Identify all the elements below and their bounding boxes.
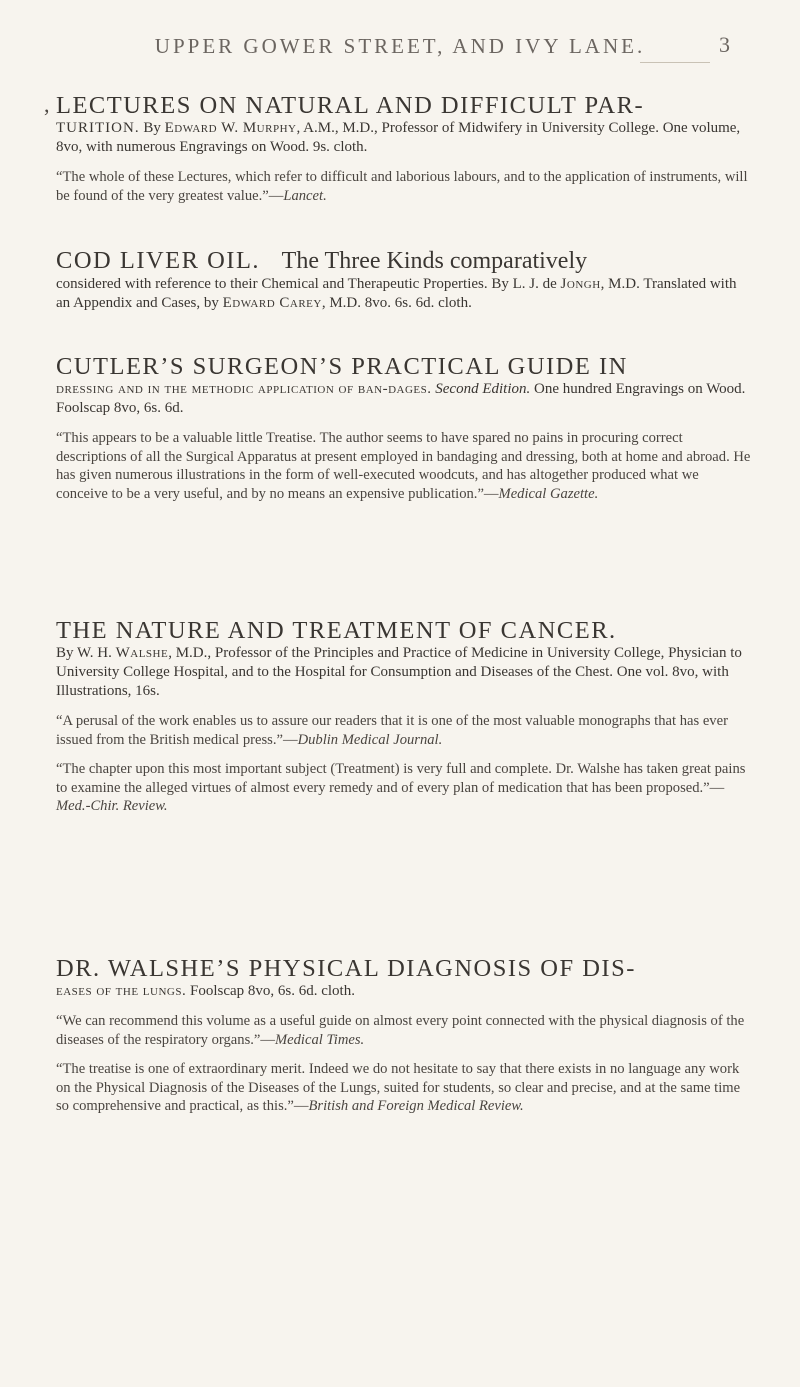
- entry-title: DR. WALSHE’S PHYSICAL DIAGNOSIS OF DIS-: [56, 955, 636, 982]
- review-quote: [56, 429, 752, 503]
- entry-title: CUTLER’S SURGEON’S PRACTICAL GUIDE IN: [56, 353, 628, 380]
- quote-text: “A perusal of the work enables us to assure our readers that it is one of the most valuable monographs that has ever issued from the British medical press.”—: [56, 713, 728, 748]
- review-quote: [56, 712, 752, 749]
- review-quote: [56, 1012, 752, 1049]
- publication-details: , A.M., M.D., Professor of Midwifery in University College. One volume, 8vo, with numerous Engravings on Wood. 9s. cloth.: [56, 120, 741, 155]
- quote-source: Medical Times.: [274, 1031, 365, 1048]
- entry-title: LECTURES ON NATURAL AND DIFFICULT PAR-: [56, 92, 645, 119]
- publication-details: One hundred Engravings on Wood. Foolscap 8vo, 6s. 6d.: [56, 381, 746, 416]
- quote-text: “The chapter upon this most important subject (Treatment) is very full and complete. Dr. Walshe has taken great pains to examine the alleged virtues of almost every remedy and of every plan of medication that has been proposed.”—: [56, 761, 746, 796]
- publication-details: Foolscap 8vo, 6s. 6d. cloth.: [186, 983, 355, 999]
- title-continuation: TURITION.: [56, 120, 140, 136]
- author-name: Walshe: [115, 645, 169, 661]
- quote-text: “This appears to be a valuable little Treatise. The author seems to have spared no pains in procuring correct descriptions of all the Surgical Apparatus at present employed in bandaging and dressing, both at home and abroad. He has given numerous illustrations in the form of well-executed woodcuts, and has altogether produced what we conceive to be a very useful, and by no means an expensive publication.”—: [56, 430, 751, 502]
- edition-note: Second Edition.: [435, 381, 531, 397]
- by-text: By: [139, 120, 165, 136]
- entry-description: [56, 644, 752, 701]
- header-rule: [640, 62, 710, 63]
- author-name: Jongh: [560, 276, 601, 292]
- entry-physical-diagnosis: [56, 955, 752, 1116]
- title-continuation: dressing and in the methodic application of ban-dages.: [56, 381, 432, 397]
- review-quote: [56, 168, 752, 205]
- description-text: , M.D. Translated with an Appendix and Cases, by: [56, 276, 737, 311]
- lead-mark: ,: [44, 92, 50, 117]
- quote-text: “The whole of these Lectures, which refer to difficult and laborious labours, and to the application of instruments, will be found of the very greatest value.”—: [56, 169, 748, 204]
- publication-details: , M.D. 8vo. 6s. 6d. cloth.: [321, 295, 472, 311]
- quote-source: Dublin Medical Journal.: [297, 731, 443, 748]
- entry-natural-parturition: [44, 92, 752, 205]
- entry-title: [56, 247, 752, 275]
- description-text: considered with reference to their Chemical and Therapeutic Properties. By L. J. de: [56, 276, 561, 292]
- entry-cod-liver-oil: [56, 247, 752, 313]
- entry-title: THE NATURE AND TREATMENT OF CANCER.: [56, 617, 617, 644]
- entry-description: [56, 380, 752, 418]
- quote-text: “The treatise is one of extraordinary merit. Indeed we do not hesitate to say that there exists in no language any work on the Physical Diagnosis of the Diseases of the Lungs, suited for students, so clear and precise, and at the same time so comprehensive and practical, as this.”—: [56, 1061, 741, 1114]
- quote-source: British and Foreign Medical Review.: [308, 1098, 524, 1114]
- author-name: Edward W. Murphy: [164, 120, 297, 136]
- entry-description: [56, 982, 752, 1001]
- running-head: UPPER GOWER STREET, AND IVY LANE.: [154, 34, 646, 58]
- entry-treatment-of-cancer: [56, 617, 752, 816]
- page-number: 3: [719, 32, 730, 57]
- title-continuation: eases of the lungs.: [56, 983, 187, 999]
- entry-title-rest: The Three Kinds comparatively: [281, 248, 588, 274]
- quote-text: “We can recommend this volume as a useful guide on almost every point connected with the physical diagnosis of the diseases of the respiratory organs.”—: [56, 1013, 745, 1048]
- quote-source: Med.-Chir. Review.: [56, 798, 168, 814]
- entry-surgeons-practical-guide: [56, 353, 752, 503]
- by-text: By W. H.: [56, 645, 116, 661]
- entry-description: [56, 275, 752, 313]
- entry-title-main: COD LIVER OIL.: [56, 247, 261, 274]
- quote-source: Lancet.: [283, 187, 327, 204]
- review-quote: [56, 760, 752, 816]
- quote-source: Medical Gazette.: [498, 485, 599, 502]
- review-quote: [56, 1060, 752, 1116]
- entry-description: [56, 119, 752, 157]
- publication-details: , M.D., Professor of the Principles and Practice of Medicine in University College, Physician to University College Hospital, and to the Hospital for Consumption and Diseases of the Chest. One vol. 8vo, with Illustrations, 16s.: [56, 645, 742, 699]
- translator-name: Edward Carey: [222, 295, 322, 311]
